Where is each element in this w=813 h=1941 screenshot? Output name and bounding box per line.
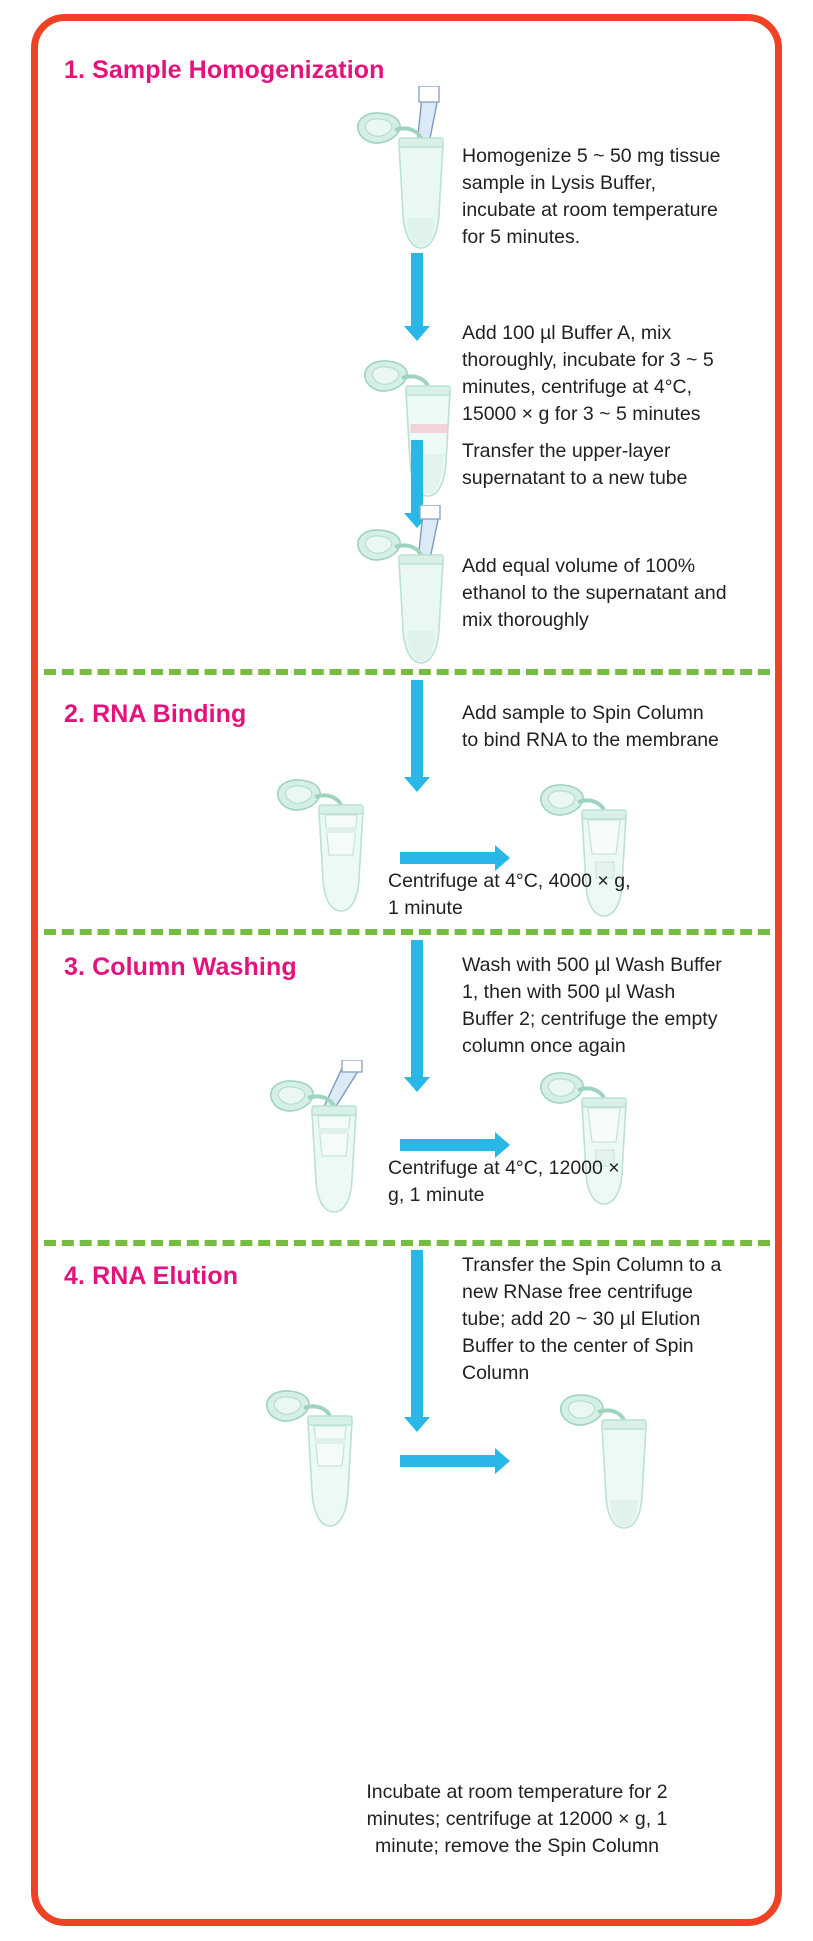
elution-tube-icon-1: [252, 1382, 384, 1532]
step-text-4-1: Transfer the Spin Column to a new RNase free centrifuge tube; add 20 ~ 30 µl Elution Buffer to the center of Spin Column: [462, 1254, 722, 1384]
step-text-4-2: Incubate at room temperature for 2 minutes; centrifuge at 12000 × g, 1 minute; remove the Spin Column: [366, 1781, 668, 1857]
spin-column-tube-icon-1: [265, 775, 391, 915]
tube-with-pipette-icon-1: [345, 86, 465, 266]
elution-tube-icon-2: [548, 1390, 666, 1532]
step-text-1-2: Add 100 µl Buffer A, mix thoroughly, incubate for 3 ~ 5 minutes, centrifuge at 4°C, 15000 × g for 3 ~ 5 minutes: [462, 322, 714, 425]
step-text-1-1: Homogenize 5 ~ 50 mg tissue sample in Lysis Buffer, incubate at room temperature for 5 minutes.: [462, 145, 721, 248]
flow-arrow-2-1: [404, 680, 430, 792]
flow-arrow-1-1: [404, 253, 430, 341]
section-divider-2: [44, 929, 770, 935]
section-title-2: 2. RNA Binding: [64, 700, 247, 728]
section-title-3: 3. Column Washing: [64, 953, 297, 981]
step-text-2-2: Centrifuge at 4°C, 4000 × g, 1 minute: [388, 870, 631, 919]
section-divider-1: [44, 669, 770, 675]
section-title-1: 1. Sample Homogenization: [64, 56, 385, 84]
spin-column-pipette-icon: [258, 1060, 408, 1220]
step-text-3-1: Wash with 500 µl Wash Buffer 1, then with 500 µl Wash Buffer 2; centrifuge the empty column once again: [462, 954, 722, 1057]
step-text-3-2: Centrifuge at 4°C, 12000 × g, 1 minute: [388, 1157, 620, 1206]
step-text-2-1: Add sample to Spin Column to bind RNA to the membrane: [462, 702, 719, 751]
flow-arrow-4-2: [400, 1448, 510, 1474]
section-divider-3: [44, 1240, 770, 1246]
tube-with-pipette-icon-2: [345, 505, 469, 677]
step-text-1-4: Add equal volume of 100% ethanol to the supernatant and mix thoroughly: [462, 555, 727, 631]
flow-arrow-4-1: [404, 1250, 430, 1432]
section-title-4: 4. RNA Elution: [64, 1262, 239, 1290]
step-text-1-3: Transfer the upper-layer supernatant to a new tube: [462, 440, 688, 489]
